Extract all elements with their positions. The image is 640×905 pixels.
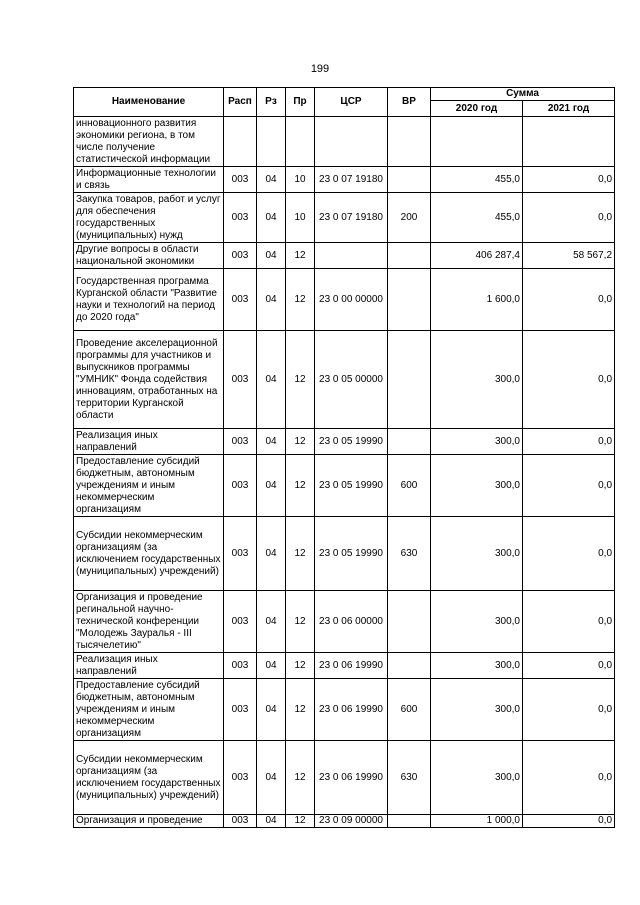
row-sum-2021: 0,0 (523, 591, 615, 653)
row-name: Реализация иных направлений (74, 653, 224, 679)
row-sum-2021: 0,0 (523, 679, 615, 741)
row-sum-2021 (523, 117, 615, 167)
row-pr: 12 (286, 269, 315, 331)
page-number: 199 (310, 63, 330, 75)
table-body (74, 117, 615, 828)
row-name: Государственная программа Курганской области "Развитие науки и технологий на период до 2020 года" (74, 269, 224, 331)
row-name: Организация и проведение регинальной научно-технической конференции "Молодежь Зауралья - III тысячелетию" (74, 591, 224, 653)
row-name: Предоставление субсидий бюджетным, автономным учреждениям и иным некоммерческим организациям (74, 455, 224, 517)
row-rasp: 003 (224, 243, 257, 269)
row-rz (257, 117, 286, 167)
header-pr: Пр (286, 88, 315, 117)
table-header (74, 88, 615, 117)
header-name: Наименование (74, 88, 224, 117)
row-rasp: 003 (224, 653, 257, 679)
row-rz: 04 (257, 679, 286, 741)
row-sum-2021: 0,0 (523, 167, 615, 193)
row-vr: 200 (388, 193, 431, 243)
row-vr (388, 243, 431, 269)
row-vr: 600 (388, 679, 431, 741)
row-rz: 04 (257, 331, 286, 429)
row-pr: 10 (286, 167, 315, 193)
row-pr (286, 117, 315, 167)
row-rasp: 003 (224, 741, 257, 815)
row-name: Закупка товаров, работ и услуг для обеспечения государственных (муниципальных) нужд (74, 193, 224, 243)
row-csr: 23 0 07 19180 (315, 167, 388, 193)
row-sum-2021: 58 567,2 (523, 243, 615, 269)
row-csr (315, 243, 388, 269)
row-csr: 23 0 05 19990 (315, 455, 388, 517)
row-name: Реализация иных направлений (74, 429, 224, 455)
row-csr: 23 0 06 00000 (315, 591, 388, 653)
header-2021: 2021 год (523, 101, 615, 117)
row-sum-2020: 300,0 (431, 429, 523, 455)
table-row (74, 815, 615, 828)
row-name: Другие вопросы в области национальной экономики (74, 243, 224, 269)
row-csr: 23 0 09 00000 (315, 815, 388, 828)
row-name: Субсидии некоммерческим организациям (за исключением государственных (муниципальных) учреждений) (74, 741, 224, 815)
row-sum-2021: 0,0 (523, 269, 615, 331)
row-csr: 23 0 00 00000 (315, 269, 388, 331)
row-name: Информационные технологии и связь (74, 167, 224, 193)
row-rz: 04 (257, 741, 286, 815)
row-rz: 04 (257, 269, 286, 331)
table-row (74, 269, 615, 331)
row-sum-2020: 300,0 (431, 653, 523, 679)
row-vr (388, 815, 431, 828)
row-csr: 23 0 05 19990 (315, 517, 388, 591)
row-rz: 04 (257, 815, 286, 828)
row-rasp (224, 117, 257, 167)
table-row (74, 193, 615, 243)
row-sum-2020: 455,0 (431, 193, 523, 243)
row-sum-2020: 300,0 (431, 455, 523, 517)
row-pr: 12 (286, 243, 315, 269)
header-rasp: Расп (224, 88, 257, 117)
row-rz: 04 (257, 429, 286, 455)
row-name: Проведение акселерационной программы для участников и выпускников программы "УМНИК" Фонда содействия инновациям, отработанных на территории Курганской области (74, 331, 224, 429)
row-rz: 04 (257, 591, 286, 653)
table-row (74, 741, 615, 815)
row-pr: 10 (286, 193, 315, 243)
row-rz: 04 (257, 243, 286, 269)
header-2020: 2020 год (431, 101, 523, 117)
row-rasp: 003 (224, 455, 257, 517)
row-rz: 04 (257, 167, 286, 193)
header-vr: ВР (388, 88, 431, 117)
row-name: Субсидии некоммерческим организациям (за исключением государственных (муниципальных) учреждений) (74, 517, 224, 591)
row-sum-2021: 0,0 (523, 429, 615, 455)
row-sum-2021: 0,0 (523, 455, 615, 517)
row-rasp: 003 (224, 269, 257, 331)
row-sum-2020: 406 287,4 (431, 243, 523, 269)
row-sum-2021: 0,0 (523, 741, 615, 815)
table-row (74, 653, 615, 679)
row-rasp: 003 (224, 517, 257, 591)
header-sum: Сумма (431, 88, 615, 101)
table-row (74, 455, 615, 517)
row-name: Организация и проведение (74, 815, 224, 828)
row-vr (388, 117, 431, 167)
row-pr: 12 (286, 815, 315, 828)
row-sum-2020: 300,0 (431, 517, 523, 591)
row-vr (388, 429, 431, 455)
row-sum-2020 (431, 117, 523, 167)
row-sum-2020: 455,0 (431, 167, 523, 193)
row-sum-2020: 300,0 (431, 591, 523, 653)
row-csr (315, 117, 388, 167)
row-vr (388, 591, 431, 653)
row-pr: 12 (286, 679, 315, 741)
row-vr (388, 331, 431, 429)
row-rz: 04 (257, 455, 286, 517)
row-vr (388, 269, 431, 331)
row-sum-2020: 300,0 (431, 741, 523, 815)
row-pr: 12 (286, 653, 315, 679)
row-rz: 04 (257, 193, 286, 243)
row-rasp: 003 (224, 679, 257, 741)
header-rz: Рз (257, 88, 286, 117)
row-rasp: 003 (224, 815, 257, 828)
table-row (74, 517, 615, 591)
row-sum-2021: 0,0 (523, 331, 615, 429)
row-sum-2021: 0,0 (523, 815, 615, 828)
row-vr: 630 (388, 741, 431, 815)
row-sum-2020: 1 600,0 (431, 269, 523, 331)
row-rasp: 003 (224, 429, 257, 455)
row-pr: 12 (286, 455, 315, 517)
row-csr: 23 0 05 00000 (315, 331, 388, 429)
row-pr: 12 (286, 331, 315, 429)
row-pr: 12 (286, 517, 315, 591)
row-rasp: 003 (224, 331, 257, 429)
row-csr: 23 0 06 19990 (315, 741, 388, 815)
row-rasp: 003 (224, 193, 257, 243)
row-vr (388, 653, 431, 679)
row-csr: 23 0 06 19990 (315, 679, 388, 741)
row-pr: 12 (286, 591, 315, 653)
row-rasp: 003 (224, 591, 257, 653)
row-sum-2020: 1 000,0 (431, 815, 523, 828)
row-csr: 23 0 05 19990 (315, 429, 388, 455)
table-row (74, 167, 615, 193)
row-rz: 04 (257, 653, 286, 679)
row-vr (388, 167, 431, 193)
row-sum-2021: 0,0 (523, 193, 615, 243)
row-sum-2021: 0,0 (523, 517, 615, 591)
table-row (74, 591, 615, 653)
row-pr: 12 (286, 429, 315, 455)
header-csr: ЦСР (315, 88, 388, 117)
row-vr: 630 (388, 517, 431, 591)
row-name: инновационного развития экономики региона, в том числе получение статистической информации (74, 117, 224, 167)
budget-table (73, 87, 615, 828)
row-sum-2021: 0,0 (523, 653, 615, 679)
row-rz: 04 (257, 517, 286, 591)
table-row (74, 679, 615, 741)
row-sum-2020: 300,0 (431, 331, 523, 429)
row-name: Предоставление субсидий бюджетным, автономным учреждениям и иным некоммерческим организациям (74, 679, 224, 741)
row-csr: 23 0 06 19990 (315, 653, 388, 679)
row-csr: 23 0 07 19180 (315, 193, 388, 243)
table-row (74, 117, 615, 167)
row-rasp: 003 (224, 167, 257, 193)
table-row (74, 331, 615, 429)
table-row (74, 243, 615, 269)
table-row (74, 429, 615, 455)
row-sum-2020: 300,0 (431, 679, 523, 741)
row-vr: 600 (388, 455, 431, 517)
row-pr: 12 (286, 741, 315, 815)
